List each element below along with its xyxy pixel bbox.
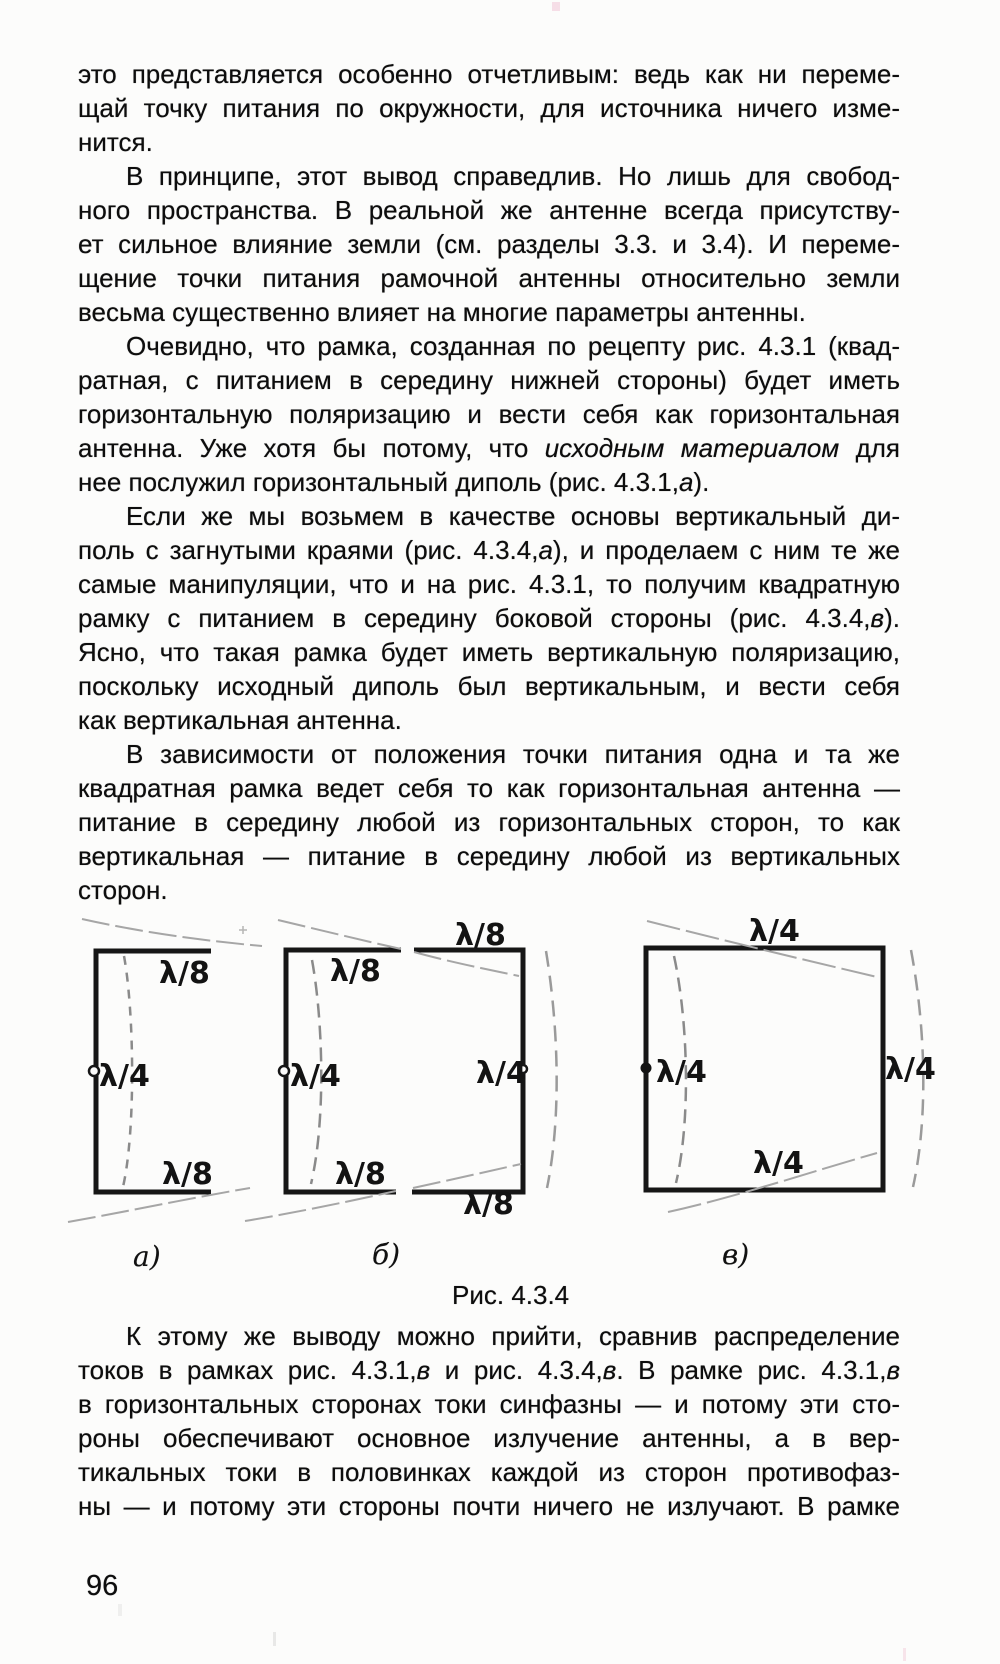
diagram-v-feed-label: λ/4	[656, 1055, 707, 1090]
scan-speck	[239, 926, 247, 934]
page-number: 96	[86, 1570, 119, 1602]
text-line: щение точки питания рамочной антенны относительно земли	[78, 263, 900, 293]
text-line: Если же мы возьмем в качестве основы вертикальный ди-	[126, 501, 900, 531]
diagram-b-bottom-inner-label: λ/8	[335, 1157, 386, 1192]
figure-diagrams	[0, 900, 1000, 1280]
text-line: квадратная рамка ведет себя то как горизонтальная антенна —	[78, 773, 900, 803]
diagram-b-bottom-outer-label: λ/8	[463, 1187, 514, 1222]
text-line: весьма существенно влияет на многие параметры антенны.	[78, 297, 806, 327]
diagram-v-top-label: λ/4	[749, 914, 800, 949]
diagram-b-sub-label: б)	[372, 1238, 401, 1271]
diagram-a-bottom-label: λ/8	[162, 1157, 213, 1192]
scan-artifact	[552, 2, 560, 11]
diagram-v-feed-point	[641, 1063, 652, 1074]
text-line: тикальных токи в половинках каждой из сторон противофаз-	[78, 1457, 900, 1487]
diagram-v-sub-label: в)	[722, 1238, 750, 1271]
text-line: ны — и потому эти стороны почти ничего не излучают. В рамке	[78, 1491, 900, 1521]
diagram-v-bottom-label: λ/4	[753, 1146, 804, 1181]
diagram-b-current-right-arc	[546, 951, 557, 1188]
text-line: это представляется особенно отчетливым: ведь как ни переме-	[78, 59, 900, 89]
text-line: сторон.	[78, 875, 168, 905]
text-line: нится.	[78, 127, 153, 157]
text-line: поль с загнутыми краями (рис. 4.3.4,а), и проделаем с ним те же	[78, 535, 900, 565]
text-line: ет сильное влияние земли (см. разделы 3.3. и 3.4). И переме-	[78, 229, 900, 259]
text-line: вертикальная — питание в середину любой из вертикальных	[78, 841, 900, 871]
figure-4-3-4	[0, 900, 1000, 1280]
body-text-bottom	[78, 1319, 900, 1523]
body-text-top	[78, 57, 900, 907]
diagram-b-top-outer-label: λ/8	[455, 918, 506, 953]
text-line: ратная, с питанием в середину нижней стороны) будет иметь	[78, 365, 900, 395]
diagram-a-top-label: λ/8	[159, 956, 210, 991]
text-line: нее послужил горизонтальный диполь (рис. 4.3.1,а).	[78, 467, 710, 497]
diagram-b-current-topleft	[278, 920, 401, 949]
text-line: поскольку исходный диполь был вертикальным, и вести себя	[78, 671, 900, 701]
diagram-a-current-top	[82, 919, 262, 946]
scan-artifact	[118, 1604, 122, 1616]
text-line: антенна. Уже хотя бы потому, что исходным материалом для	[78, 433, 900, 463]
diagram-b-feed-label: λ/4	[290, 1059, 341, 1094]
diagram-a-sub-label: а)	[133, 1240, 161, 1273]
text-line: Ясно, что такая рамка будет иметь вертикальную поляризацию,	[78, 637, 900, 667]
text-line: как вертикальная антенна.	[78, 705, 402, 735]
diagram-b-current-topright	[414, 952, 519, 976]
text-line: К этому же выводу можно прийти, сравнив распределение	[126, 1321, 900, 1351]
diagram-b-top-inner-label: λ/8	[330, 954, 381, 989]
text-line: горизонтальную поляризацию и вести себя как горизонтальная	[78, 399, 900, 429]
text-line: В зависимости от положения точки питания одна и та же	[126, 739, 900, 769]
diagram-a-feed-label: λ/4	[99, 1059, 150, 1094]
text-line: питание в середину любой из горизонтальных сторон, то как	[78, 807, 900, 837]
diagram-a-feed-point	[89, 1066, 99, 1076]
text-line: рамку с питанием в середину боковой стороны (рис. 4.3.4,в).	[78, 603, 900, 633]
scan-artifact	[273, 1632, 276, 1646]
text-line: самые манипуляции, что и на рис. 4.3.1, то получим квадратную	[78, 569, 900, 599]
scan-artifact	[903, 1648, 906, 1661]
text-line: роны обеспечивают основное излучение антенны, а в вер-	[78, 1423, 900, 1453]
text-line: щай точку питания по окружности, для источника ничего изме-	[78, 93, 900, 123]
text-line: Очевидно, что рамка, созданная по рецепту рис. 4.3.1 (квад-	[126, 331, 900, 361]
diagram-b-feed-point	[279, 1066, 289, 1076]
text-line: ного пространства. В реальной же антенне всегда присутству-	[78, 195, 900, 225]
text-line: токов в рамках рис. 4.3.1,в и рис. 4.3.4,в. В рамке рис. 4.3.1,в	[78, 1355, 901, 1385]
text-line: В принципе, этот вывод справедлив. Но лишь для свобод-	[126, 161, 900, 191]
diagram-b-right-label: λ/4	[476, 1056, 527, 1091]
diagram-b-current-bottomright	[413, 1164, 521, 1188]
diagram-b-current-bottomleft	[245, 1191, 396, 1221]
text-line: в горизонтальных сторонах токи синфазны — и потому эти сто-	[78, 1389, 900, 1419]
diagram-v-right-label: λ/4	[885, 1052, 936, 1087]
figure-caption: Рис. 4.3.4	[452, 1280, 570, 1310]
